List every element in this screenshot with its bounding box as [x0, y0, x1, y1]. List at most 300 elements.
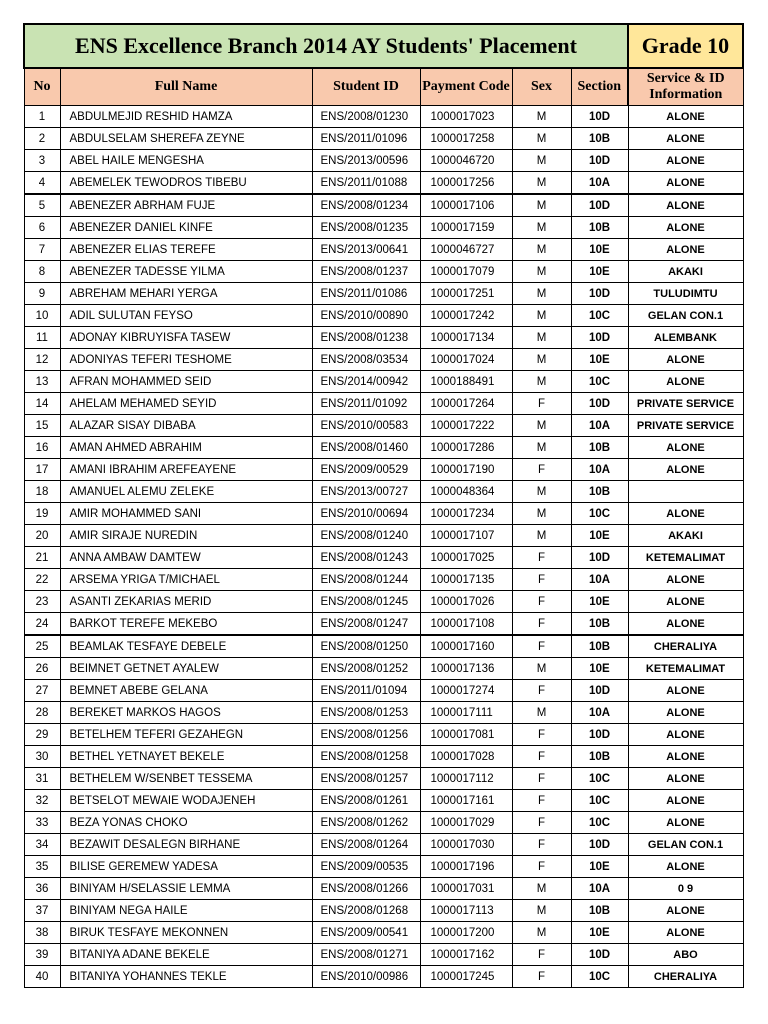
student-id: ENS/2008/01268 — [312, 900, 420, 922]
student-sex: F — [512, 393, 571, 415]
table-row — [24, 503, 743, 525]
student-sex: M — [512, 194, 571, 217]
payment-code: 1000017234 — [420, 503, 512, 525]
payment-code: 1000017028 — [420, 746, 512, 768]
row-number: 25 — [24, 635, 60, 658]
student-full-name: ABENEZER DANIEL KINFE — [60, 217, 312, 239]
student-sex: M — [512, 128, 571, 150]
student-sex: F — [512, 591, 571, 613]
student-full-name: BEZA YONAS CHOKO — [60, 812, 312, 834]
student-id: ENS/2011/01094 — [312, 680, 420, 702]
student-id: ENS/2008/01256 — [312, 724, 420, 746]
student-section: 10A — [571, 459, 628, 481]
student-id: ENS/2013/00641 — [312, 239, 420, 261]
student-full-name: ALAZAR SISAY DIBABA — [60, 415, 312, 437]
row-number: 19 — [24, 503, 60, 525]
service-info: ALONE — [628, 569, 743, 591]
payment-code: 1000017024 — [420, 349, 512, 371]
payment-code: 1000017256 — [420, 172, 512, 195]
service-info: KETEMALIMAT — [628, 658, 743, 680]
student-section: 10A — [571, 702, 628, 724]
student-full-name: BINIYAM NEGA HAILE — [60, 900, 312, 922]
payment-code: 1000017190 — [420, 459, 512, 481]
student-sex: M — [512, 283, 571, 305]
header-full-name: Full Name — [60, 68, 312, 106]
service-info: PRIVATE SERVICE — [628, 415, 743, 437]
table-row — [24, 327, 743, 349]
header-service: Service & ID Information — [628, 68, 743, 106]
student-full-name: ADONIYAS TEFERI TESHOME — [60, 349, 312, 371]
student-sex: M — [512, 327, 571, 349]
student-full-name: BEIMNET GETNET AYALEW — [60, 658, 312, 680]
payment-code: 1000017106 — [420, 194, 512, 217]
student-full-name: ABREHAM MEHARI YERGA — [60, 283, 312, 305]
student-full-name: BETHELEM W/SENBET TESSEMA — [60, 768, 312, 790]
student-section: 10D — [571, 724, 628, 746]
student-section: 10C — [571, 768, 628, 790]
student-full-name: AMAN AHMED ABRAHIM — [60, 437, 312, 459]
student-sex: F — [512, 680, 571, 702]
table-row — [24, 856, 743, 878]
student-id: ENS/2008/01238 — [312, 327, 420, 349]
student-full-name: BITANIYA ADANE BEKELE — [60, 944, 312, 966]
table-row — [24, 437, 743, 459]
student-sex: F — [512, 724, 571, 746]
title-row — [24, 24, 743, 68]
row-number: 21 — [24, 547, 60, 569]
student-section: 10E — [571, 856, 628, 878]
student-id: ENS/2008/01230 — [312, 106, 420, 128]
payment-code: 1000017025 — [420, 547, 512, 569]
student-sex: M — [512, 415, 571, 437]
service-info: ALONE — [628, 680, 743, 702]
payment-code: 1000017196 — [420, 856, 512, 878]
service-info: ALONE — [628, 239, 743, 261]
student-id: ENS/2008/01250 — [312, 635, 420, 658]
payment-code: 1000017029 — [420, 812, 512, 834]
row-number: 37 — [24, 900, 60, 922]
student-section: 10D — [571, 150, 628, 172]
table-body — [24, 106, 743, 988]
student-sex: M — [512, 217, 571, 239]
student-sex: M — [512, 878, 571, 900]
service-info: ALONE — [628, 613, 743, 636]
service-info: ALONE — [628, 172, 743, 195]
table-row — [24, 680, 743, 702]
student-full-name: BILISE GEREMEW YADESA — [60, 856, 312, 878]
table-row — [24, 834, 743, 856]
row-number: 2 — [24, 128, 60, 150]
student-id: ENS/2010/00890 — [312, 305, 420, 327]
payment-code: 1000017136 — [420, 658, 512, 680]
student-id: ENS/2009/00535 — [312, 856, 420, 878]
service-info: ALONE — [628, 856, 743, 878]
table-row — [24, 283, 743, 305]
row-number: 12 — [24, 349, 60, 371]
service-info: PRIVATE SERVICE — [628, 393, 743, 415]
student-sex: M — [512, 349, 571, 371]
student-id: ENS/2010/00694 — [312, 503, 420, 525]
table-row — [24, 393, 743, 415]
header-sex: Sex — [512, 68, 571, 106]
row-number: 38 — [24, 922, 60, 944]
table-row — [24, 217, 743, 239]
student-section: 10E — [571, 525, 628, 547]
service-info: GELAN CON.1 — [628, 305, 743, 327]
student-full-name: ABEMELEK TEWODROS TIBEBU — [60, 172, 312, 195]
student-section: 10B — [571, 635, 628, 658]
table-row — [24, 878, 743, 900]
table-row — [24, 525, 743, 547]
row-number: 32 — [24, 790, 60, 812]
table-row — [24, 635, 743, 658]
payment-code: 1000188491 — [420, 371, 512, 393]
service-info: ALONE — [628, 371, 743, 393]
row-number: 20 — [24, 525, 60, 547]
row-number: 6 — [24, 217, 60, 239]
student-section: 10A — [571, 172, 628, 195]
service-info: 0 9 — [628, 878, 743, 900]
student-full-name: AFRAN MOHAMMED SEID — [60, 371, 312, 393]
student-full-name: AMANUEL ALEMU ZELEKE — [60, 481, 312, 503]
student-id: ENS/2008/01261 — [312, 790, 420, 812]
service-info: AKAKI — [628, 525, 743, 547]
sheet-title: ENS Excellence Branch 2014 AY Students' Placement — [24, 24, 628, 68]
student-sex: F — [512, 569, 571, 591]
row-number: 16 — [24, 437, 60, 459]
student-sex: F — [512, 966, 571, 988]
student-id: ENS/2011/01086 — [312, 283, 420, 305]
student-full-name: ADONAY KIBRUYISFA TASEW — [60, 327, 312, 349]
student-section: 10C — [571, 503, 628, 525]
student-id: ENS/2013/00596 — [312, 150, 420, 172]
payment-code: 1000046727 — [420, 239, 512, 261]
student-sex: M — [512, 261, 571, 283]
student-section: 10B — [571, 613, 628, 636]
student-sex: M — [512, 525, 571, 547]
student-section: 10D — [571, 106, 628, 128]
row-number: 5 — [24, 194, 60, 217]
student-id: ENS/2009/00541 — [312, 922, 420, 944]
student-sex: M — [512, 702, 571, 724]
student-section: 10A — [571, 569, 628, 591]
service-info: ALONE — [628, 812, 743, 834]
student-section: 10B — [571, 217, 628, 239]
table-row — [24, 591, 743, 613]
row-number: 18 — [24, 481, 60, 503]
student-sex: F — [512, 613, 571, 636]
student-sex: F — [512, 635, 571, 658]
row-number: 8 — [24, 261, 60, 283]
student-full-name: BEMNET ABEBE GELANA — [60, 680, 312, 702]
row-number: 33 — [24, 812, 60, 834]
grade-label: Grade 10 — [628, 24, 743, 68]
service-info: KETEMALIMAT — [628, 547, 743, 569]
student-section: 10C — [571, 371, 628, 393]
table-row — [24, 481, 743, 503]
student-full-name: ABENEZER TADESSE YILMA — [60, 261, 312, 283]
student-id: ENS/2008/01262 — [312, 812, 420, 834]
table-row — [24, 944, 743, 966]
table-row — [24, 547, 743, 569]
service-info: ABO — [628, 944, 743, 966]
table-row — [24, 790, 743, 812]
student-id: ENS/2008/01258 — [312, 746, 420, 768]
payment-code: 1000017111 — [420, 702, 512, 724]
student-full-name: ABDULMEJID RESHID HAMZA — [60, 106, 312, 128]
student-id: ENS/2008/01240 — [312, 525, 420, 547]
service-info: ALONE — [628, 349, 743, 371]
student-section: 10E — [571, 349, 628, 371]
row-number: 26 — [24, 658, 60, 680]
student-id: ENS/2013/00727 — [312, 481, 420, 503]
student-full-name: BEAMLAK TESFAYE DEBELE — [60, 635, 312, 658]
student-section: 10E — [571, 261, 628, 283]
row-number: 1 — [24, 106, 60, 128]
student-full-name: ABENEZER ABRHAM FUJE — [60, 194, 312, 217]
row-number: 13 — [24, 371, 60, 393]
service-info: ALONE — [628, 150, 743, 172]
service-info: ALONE — [628, 790, 743, 812]
student-id: ENS/2008/01460 — [312, 437, 420, 459]
student-id: ENS/2008/01243 — [312, 547, 420, 569]
payment-code: 1000017251 — [420, 283, 512, 305]
placement-sheet — [23, 23, 744, 988]
student-section: 10B — [571, 746, 628, 768]
student-section: 10B — [571, 128, 628, 150]
table-row — [24, 459, 743, 481]
header-student-id: Student ID — [312, 68, 420, 106]
service-info: ALONE — [628, 194, 743, 217]
table-row — [24, 305, 743, 327]
student-full-name: ANNA AMBAW DAMTEW — [60, 547, 312, 569]
student-full-name: BETHEL YETNAYET BEKELE — [60, 746, 312, 768]
payment-code: 1000017245 — [420, 966, 512, 988]
table-row — [24, 658, 743, 680]
payment-code: 1000017081 — [420, 724, 512, 746]
student-id: ENS/2008/01237 — [312, 261, 420, 283]
payment-code: 1000017107 — [420, 525, 512, 547]
payment-code: 1000017162 — [420, 944, 512, 966]
student-section: 10D — [571, 393, 628, 415]
student-sex: F — [512, 768, 571, 790]
table-row — [24, 194, 743, 217]
payment-code: 1000017258 — [420, 128, 512, 150]
student-sex: F — [512, 944, 571, 966]
service-info: CHERALIYA — [628, 966, 743, 988]
row-number: 7 — [24, 239, 60, 261]
student-section: 10D — [571, 680, 628, 702]
service-info: ALONE — [628, 724, 743, 746]
payment-code: 1000017030 — [420, 834, 512, 856]
row-number: 34 — [24, 834, 60, 856]
student-full-name: AMANI IBRAHIM AREFEAYENE — [60, 459, 312, 481]
service-info: ALONE — [628, 746, 743, 768]
student-sex: F — [512, 812, 571, 834]
header-row — [24, 68, 743, 106]
student-sex: M — [512, 106, 571, 128]
student-section: 10D — [571, 283, 628, 305]
student-id: ENS/2011/01088 — [312, 172, 420, 195]
student-full-name: ARSEMA YRIGA T/MICHAEL — [60, 569, 312, 591]
student-sex: F — [512, 746, 571, 768]
table-row — [24, 613, 743, 636]
student-id: ENS/2008/01245 — [312, 591, 420, 613]
payment-code: 1000046720 — [420, 150, 512, 172]
student-id: ENS/2008/01253 — [312, 702, 420, 724]
student-section: 10E — [571, 658, 628, 680]
payment-code: 1000017023 — [420, 106, 512, 128]
payment-code: 1000017135 — [420, 569, 512, 591]
student-full-name: BARKOT TEREFE MEKEBO — [60, 613, 312, 636]
student-section: 10C — [571, 812, 628, 834]
table-row — [24, 746, 743, 768]
student-sex: M — [512, 437, 571, 459]
student-full-name: ASANTI ZEKARIAS MERID — [60, 591, 312, 613]
row-number: 4 — [24, 172, 60, 195]
service-info: ALONE — [628, 702, 743, 724]
student-full-name: BINIYAM H/SELASSIE LEMMA — [60, 878, 312, 900]
table-row — [24, 128, 743, 150]
service-info: ALONE — [628, 503, 743, 525]
header-no: No — [24, 68, 60, 106]
table-row — [24, 900, 743, 922]
row-number: 22 — [24, 569, 60, 591]
row-number: 11 — [24, 327, 60, 349]
student-section: 10D — [571, 944, 628, 966]
row-number: 28 — [24, 702, 60, 724]
table-row — [24, 812, 743, 834]
student-section: 10C — [571, 305, 628, 327]
service-info: ALONE — [628, 437, 743, 459]
service-info: ALONE — [628, 459, 743, 481]
service-info: ALONE — [628, 128, 743, 150]
service-info: ALONE — [628, 217, 743, 239]
student-sex: M — [512, 922, 571, 944]
service-info: ALONE — [628, 900, 743, 922]
service-info: ALONE — [628, 768, 743, 790]
student-full-name: BITANIYA YOHANNES TEKLE — [60, 966, 312, 988]
student-section: 10B — [571, 437, 628, 459]
row-number: 27 — [24, 680, 60, 702]
table-row — [24, 261, 743, 283]
student-section: 10C — [571, 966, 628, 988]
student-id: ENS/2010/00986 — [312, 966, 420, 988]
payment-code: 1000017079 — [420, 261, 512, 283]
table-row — [24, 349, 743, 371]
table-row — [24, 150, 743, 172]
row-number: 10 — [24, 305, 60, 327]
student-sex: M — [512, 172, 571, 195]
service-info: GELAN CON.1 — [628, 834, 743, 856]
payment-code: 1000048364 — [420, 481, 512, 503]
student-section: 10A — [571, 415, 628, 437]
student-id: ENS/2009/00529 — [312, 459, 420, 481]
student-id: ENS/2011/01096 — [312, 128, 420, 150]
payment-code: 1000017274 — [420, 680, 512, 702]
payment-code: 1000017200 — [420, 922, 512, 944]
service-info: ALEMBANK — [628, 327, 743, 349]
row-number: 36 — [24, 878, 60, 900]
student-sex: F — [512, 547, 571, 569]
student-section: 10B — [571, 481, 628, 503]
table-row — [24, 966, 743, 988]
table-row — [24, 106, 743, 128]
row-number: 3 — [24, 150, 60, 172]
student-section: 10D — [571, 834, 628, 856]
payment-code: 1000017160 — [420, 635, 512, 658]
service-info: TULUDIMTU — [628, 283, 743, 305]
student-id: ENS/2008/01266 — [312, 878, 420, 900]
student-full-name: BETSELOT MEWAIE WODAJENEH — [60, 790, 312, 812]
row-number: 23 — [24, 591, 60, 613]
payment-code: 1000017159 — [420, 217, 512, 239]
student-id: ENS/2011/01092 — [312, 393, 420, 415]
row-number: 35 — [24, 856, 60, 878]
student-sex: M — [512, 150, 571, 172]
table-row — [24, 768, 743, 790]
service-info: CHERALIYA — [628, 635, 743, 658]
table-row — [24, 702, 743, 724]
student-section: 10B — [571, 900, 628, 922]
student-id: ENS/2014/00942 — [312, 371, 420, 393]
header-payment-code: Payment Code — [420, 68, 512, 106]
student-sex: M — [512, 371, 571, 393]
table-row — [24, 239, 743, 261]
student-sex: F — [512, 856, 571, 878]
payment-code: 1000017108 — [420, 613, 512, 636]
payment-code: 1000017161 — [420, 790, 512, 812]
payment-code: 1000017031 — [420, 878, 512, 900]
payment-code: 1000017113 — [420, 900, 512, 922]
student-id: ENS/2008/01257 — [312, 768, 420, 790]
payment-code: 1000017264 — [420, 393, 512, 415]
student-section: 10E — [571, 591, 628, 613]
student-full-name: ABDULSELAM SHEREFA ZEYNE — [60, 128, 312, 150]
table-row — [24, 415, 743, 437]
row-number: 17 — [24, 459, 60, 481]
student-id: ENS/2008/01271 — [312, 944, 420, 966]
student-full-name: ADIL SULUTAN FEYSO — [60, 305, 312, 327]
row-number: 40 — [24, 966, 60, 988]
row-number: 30 — [24, 746, 60, 768]
student-full-name: BETELHEM TEFERI GEZAHEGN — [60, 724, 312, 746]
row-number: 39 — [24, 944, 60, 966]
student-id: ENS/2008/01252 — [312, 658, 420, 680]
student-full-name: BIRUK TESFAYE MEKONNEN — [60, 922, 312, 944]
row-number: 15 — [24, 415, 60, 437]
payment-code: 1000017286 — [420, 437, 512, 459]
payment-code: 1000017026 — [420, 591, 512, 613]
student-sex: F — [512, 459, 571, 481]
student-id: ENS/2008/01234 — [312, 194, 420, 217]
placement-table — [23, 23, 744, 988]
student-full-name: ABEL HAILE MENGESHA — [60, 150, 312, 172]
payment-code: 1000017222 — [420, 415, 512, 437]
table-row — [24, 172, 743, 195]
header-section: Section — [571, 68, 628, 106]
row-number: 29 — [24, 724, 60, 746]
student-sex: M — [512, 305, 571, 327]
student-id: ENS/2008/01235 — [312, 217, 420, 239]
service-info: ALONE — [628, 591, 743, 613]
student-section: 10D — [571, 327, 628, 349]
student-full-name: AHELAM MEHAMED SEYID — [60, 393, 312, 415]
table-row — [24, 724, 743, 746]
table-row — [24, 371, 743, 393]
student-section: 10A — [571, 878, 628, 900]
student-full-name: AMIR MOHAMMED SANI — [60, 503, 312, 525]
